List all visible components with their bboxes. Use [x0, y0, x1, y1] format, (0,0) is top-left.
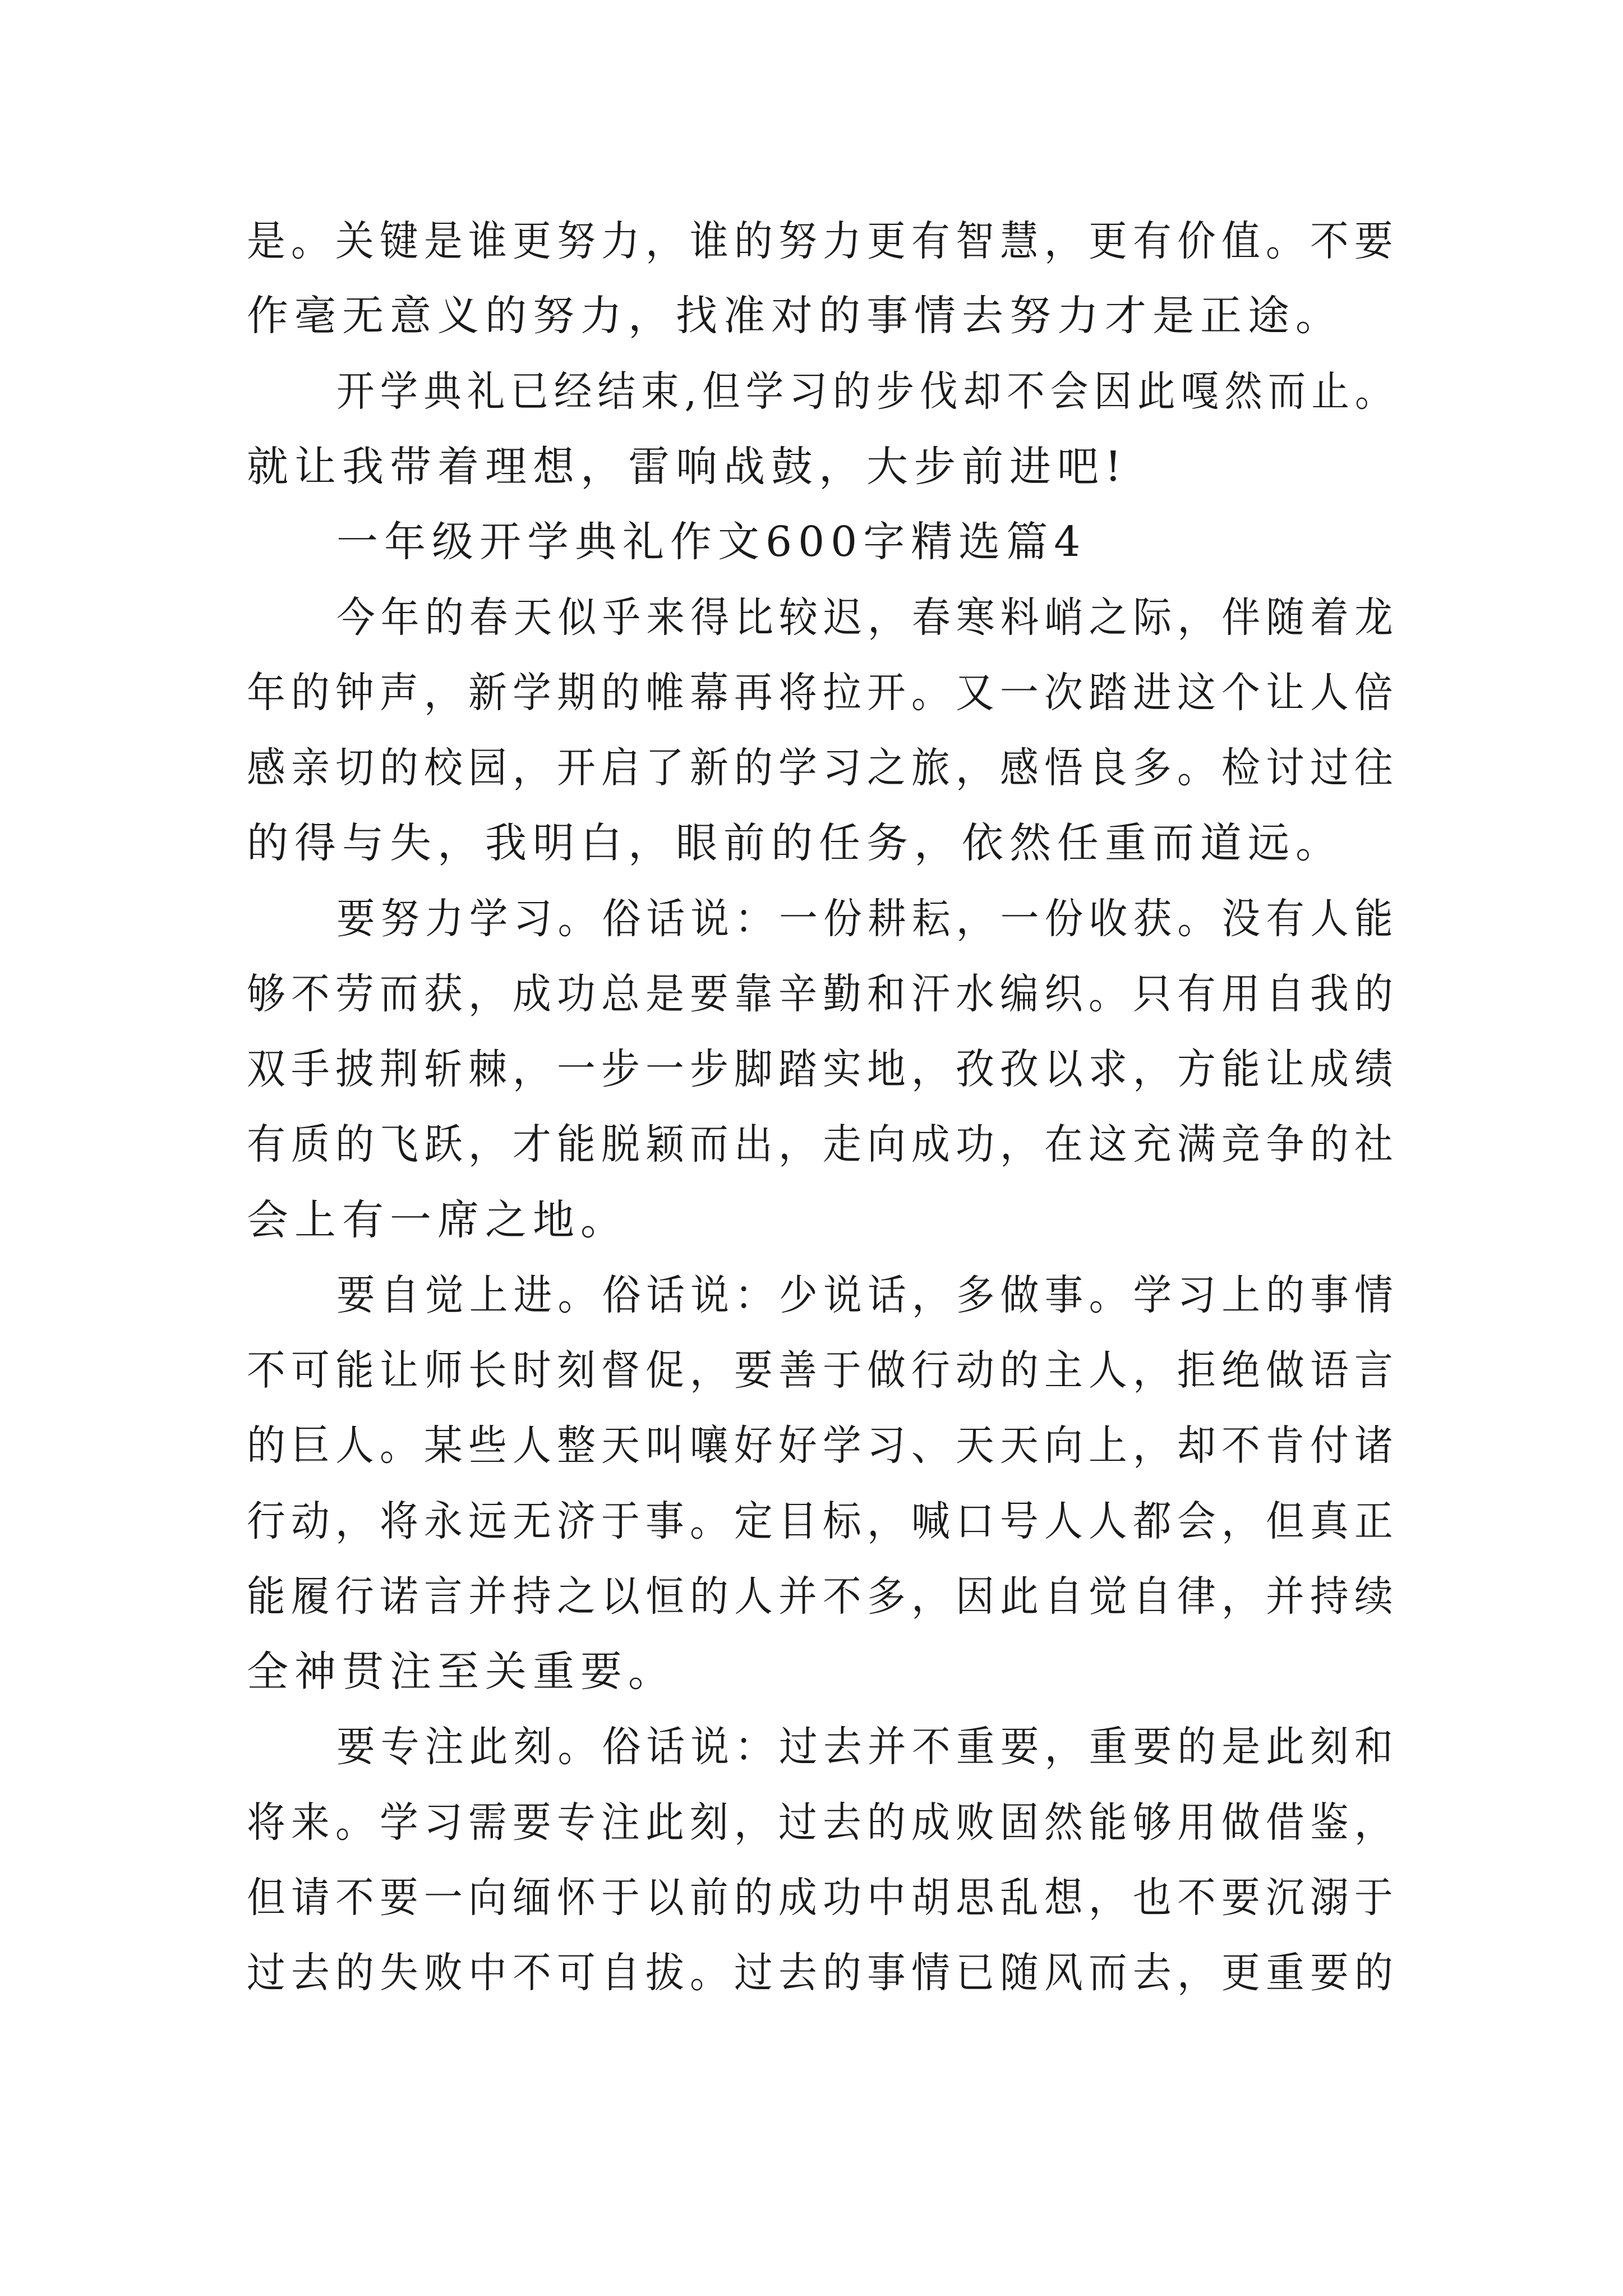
- text-line: 要专注此刻。俗话说：过去并不重要，重要的是此刻和: [336, 1723, 1399, 1771]
- text-line: 够不劳而获，成功总是要靠辛勤和汗水编织。只有用自我的: [247, 970, 1399, 1018]
- text-line: 行动，将永远无济于事。定目标，喊口号人人都会，但真正: [247, 1497, 1399, 1545]
- text-line: 今年的春天似乎来得比较迟，春寒料峭之际，伴随着龙: [336, 593, 1399, 642]
- text-line: 过去的失败中不可自拔。过去的事情已随风而去，更重要的: [247, 1949, 1399, 1997]
- text-line: 的得与失，我明白，眼前的任务，依然任重而道远。: [247, 819, 1343, 867]
- text-line: 不可能让师长时刻督促，要善于做行动的主人，拒绝做语言: [247, 1346, 1399, 1395]
- text-line: 全神贯注至关重要。: [247, 1648, 676, 1696]
- text-line: 会上有一席之地。: [247, 1196, 628, 1244]
- text-line: 要努力学习。俗话说：一份耕耘，一份收获。没有人能: [336, 895, 1399, 943]
- section-heading: 一年级开学典礼作文600字精选篇4: [336, 518, 1087, 566]
- text-line: 将来。学习需要专注此刻，过去的成败固然能够用做借鉴，: [247, 1798, 1399, 1847]
- text-line: 的巨人。某些人整天叫嚷好好学习、天天向上，却不肯付诸: [247, 1421, 1399, 1470]
- text-line: 有质的飞跃，才能脱颖而出，走向成功，在这充满竞争的社: [247, 1120, 1399, 1168]
- text-line: 能履行诺言并持之以恒的人并不多，因此自觉自律，并持续: [247, 1572, 1399, 1621]
- text-line: 年的钟声，新学期的帷幕再将拉开。又一次踏进这个让人倍: [247, 669, 1399, 717]
- text-line: 作毫无意义的努力，找准对的事情去努力才是正途。: [247, 292, 1343, 340]
- text-line: 是。关键是谁更努力，谁的努力更有智慧，更有价值。不要: [247, 217, 1399, 265]
- text-line: 就让我带着理想，雷响战鼓，大步前进吧!: [247, 443, 1128, 491]
- text-line: 要自觉上进。俗话说：少说话，多做事。学习上的事情: [336, 1271, 1399, 1319]
- text-line: 开学典礼已经结束,但学习的步伐却不会因此嘎然而止。: [336, 367, 1399, 416]
- text-line: 感亲切的校园，开启了新的学习之旅，感悟良多。检讨过往: [247, 744, 1399, 792]
- text-line: 双手披荆斩棘，一步一步脚踏实地，孜孜以求，方能让成绩: [247, 1045, 1399, 1093]
- text-line: 但请不要一向缅怀于以前的成功中胡思乱想，也不要沉溺于: [247, 1874, 1399, 1922]
